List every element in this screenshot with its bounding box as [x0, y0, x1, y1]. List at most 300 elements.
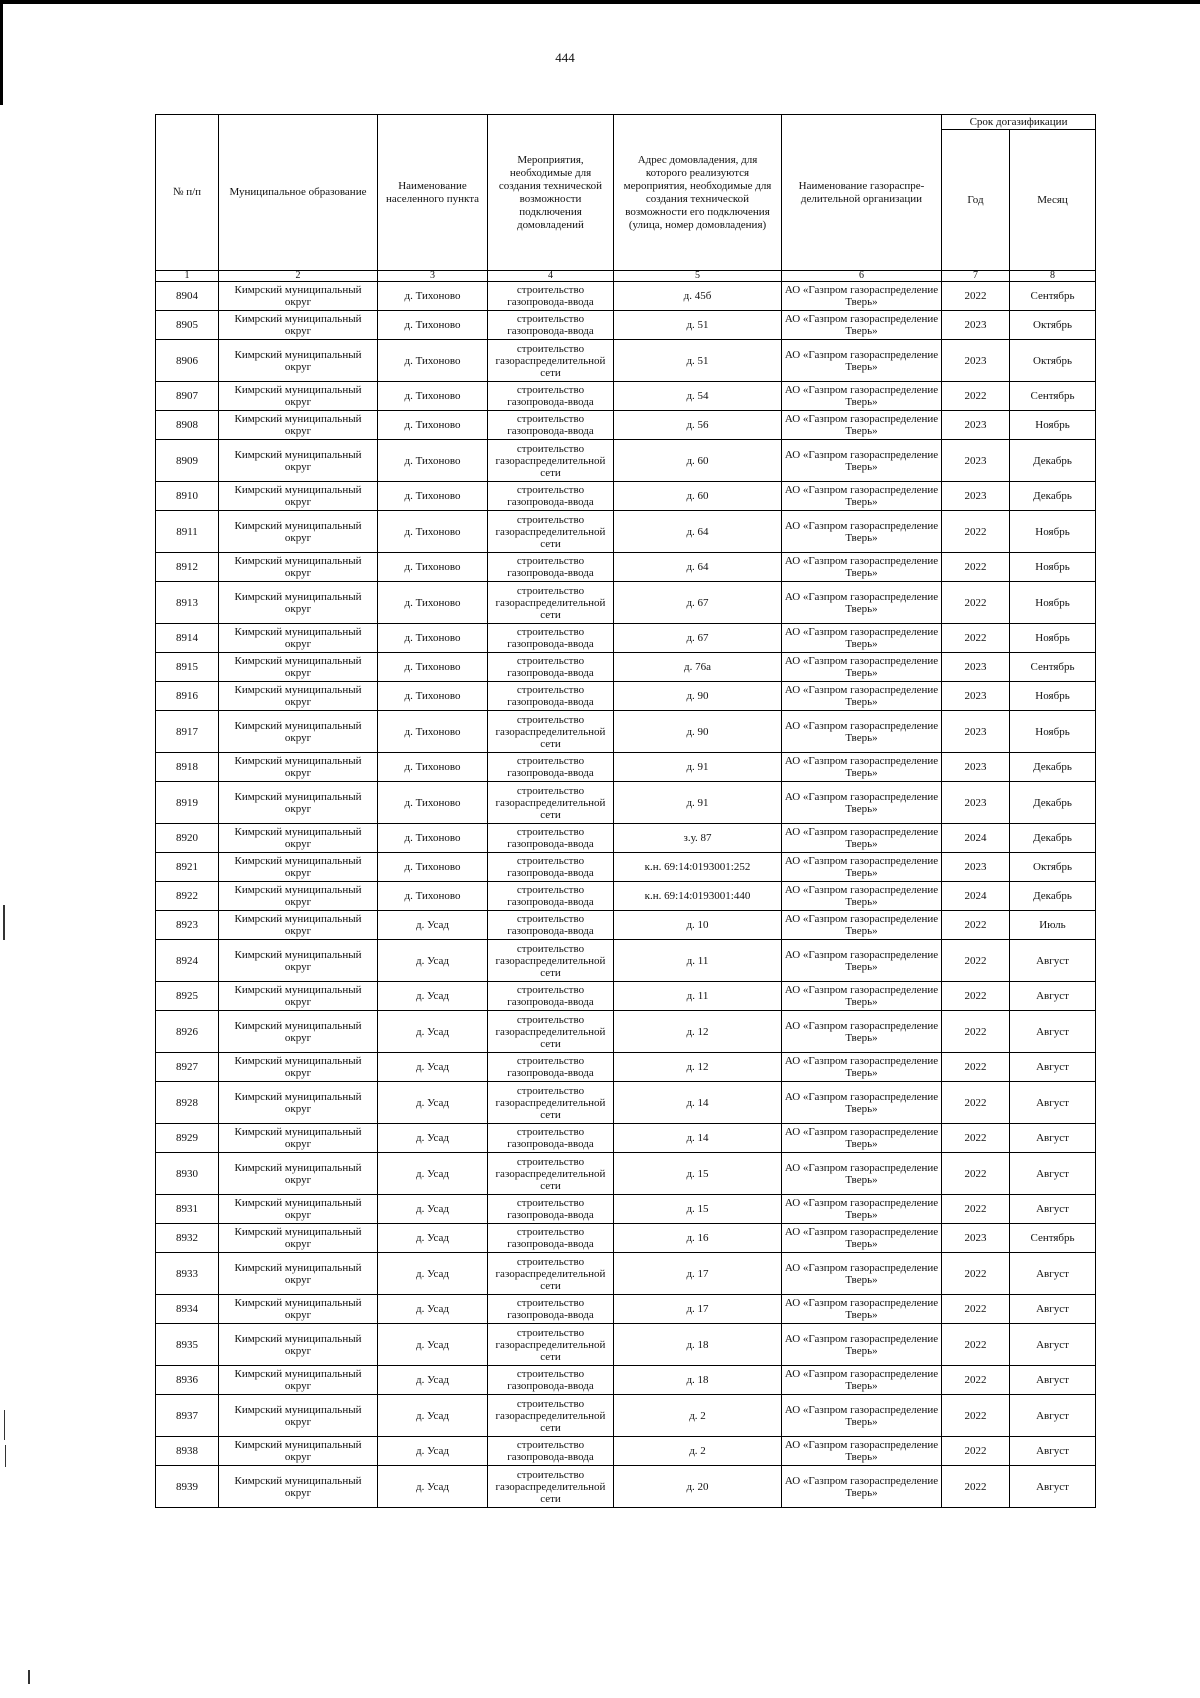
- column-number: 6: [782, 271, 942, 282]
- cell-settlement: д. Усад: [378, 982, 488, 1011]
- cell-gas-org: АО «Газпром газораспределение Тверь»: [782, 411, 942, 440]
- cell-num: 8910: [156, 482, 219, 511]
- cell-municipality: Кимрский муниципальный округ: [219, 1124, 378, 1153]
- cell-measures: строительство газопровода-ввода: [488, 282, 614, 311]
- cell-month: Август: [1010, 1253, 1096, 1295]
- cell-gas-org: АО «Газпром газораспределение Тверь»: [782, 440, 942, 482]
- cell-measures: строительство газопровода-ввода: [488, 1053, 614, 1082]
- cell-gas-org: АО «Газпром газораспределение Тверь»: [782, 1366, 942, 1395]
- cell-year: 2023: [942, 440, 1010, 482]
- cell-municipality: Кимрский муниципальный округ: [219, 882, 378, 911]
- cell-num: 8908: [156, 411, 219, 440]
- cell-address: д. 14: [614, 1082, 782, 1124]
- header-deadline-group: Срок догазификации: [942, 115, 1096, 130]
- cell-month: Октябрь: [1010, 311, 1096, 340]
- cell-municipality: Кимрский муниципальный округ: [219, 1395, 378, 1437]
- cell-gas-org: АО «Газпром газораспределение Тверь»: [782, 1011, 942, 1053]
- table-row: [156, 1195, 1096, 1224]
- table-row: [156, 782, 1096, 824]
- cell-month: Сентябрь: [1010, 1224, 1096, 1253]
- cell-address: д. 2: [614, 1437, 782, 1466]
- cell-year: 2023: [942, 311, 1010, 340]
- table-row: [156, 282, 1096, 311]
- cell-month: Октябрь: [1010, 853, 1096, 882]
- table-row: [156, 1366, 1096, 1395]
- cell-month: Июль: [1010, 911, 1096, 940]
- cell-gas-org: АО «Газпром газораспределение Тверь»: [782, 682, 942, 711]
- cell-settlement: д. Тихоново: [378, 511, 488, 553]
- cell-settlement: д. Тихоново: [378, 882, 488, 911]
- cell-municipality: Кимрский муниципальный округ: [219, 1324, 378, 1366]
- cell-num: 8909: [156, 440, 219, 482]
- cell-year: 2022: [942, 1153, 1010, 1195]
- page-number: 444: [555, 50, 575, 65]
- cell-num: 8921: [156, 853, 219, 882]
- header-year: Год: [942, 130, 1010, 271]
- cell-measures: строительство газораспределительной сети: [488, 340, 614, 382]
- cell-municipality: Кимрский муниципальный округ: [219, 824, 378, 853]
- table-row: [156, 624, 1096, 653]
- cell-month: Август: [1010, 1437, 1096, 1466]
- cell-address: д. 51: [614, 340, 782, 382]
- cell-year: 2022: [942, 1366, 1010, 1395]
- cell-address: д. 67: [614, 624, 782, 653]
- table-row: [156, 482, 1096, 511]
- cell-gas-org: АО «Газпром газораспределение Тверь»: [782, 311, 942, 340]
- table-row: [156, 1082, 1096, 1124]
- cell-year: 2023: [942, 653, 1010, 682]
- cell-municipality: Кимрский муниципальный округ: [219, 440, 378, 482]
- table-row: [156, 1124, 1096, 1153]
- table-row: [156, 1053, 1096, 1082]
- cell-year: 2023: [942, 711, 1010, 753]
- column-number: 5: [614, 271, 782, 282]
- cell-month: Август: [1010, 1366, 1096, 1395]
- table-row: [156, 911, 1096, 940]
- column-number: 3: [378, 271, 488, 282]
- cell-address: д. 17: [614, 1295, 782, 1324]
- cell-address: д. 11: [614, 982, 782, 1011]
- cell-year: 2023: [942, 411, 1010, 440]
- cell-gas-org: АО «Газпром газораспределение Тверь»: [782, 1124, 942, 1153]
- cell-address: д. 90: [614, 711, 782, 753]
- cell-municipality: Кимрский муниципальный округ: [219, 1195, 378, 1224]
- cell-address: д. 76а: [614, 653, 782, 682]
- table-row: [156, 553, 1096, 582]
- cell-month: Август: [1010, 1195, 1096, 1224]
- cell-year: 2023: [942, 482, 1010, 511]
- cell-measures: строительство газопровода-ввода: [488, 1124, 614, 1153]
- table-row: [156, 1224, 1096, 1253]
- table-row: [156, 582, 1096, 624]
- cell-measures: строительство газопровода-ввода: [488, 753, 614, 782]
- cell-year: 2022: [942, 1053, 1010, 1082]
- header-gas-org: Наименование газораспре-делительной организации: [782, 115, 942, 271]
- cell-num: 8931: [156, 1195, 219, 1224]
- cell-measures: строительство газораспределительной сети: [488, 1011, 614, 1053]
- cell-measures: строительство газопровода-ввода: [488, 382, 614, 411]
- cell-municipality: Кимрский муниципальный округ: [219, 1295, 378, 1324]
- cell-year: 2022: [942, 1011, 1010, 1053]
- cell-address: д. 64: [614, 553, 782, 582]
- cell-municipality: Кимрский муниципальный округ: [219, 511, 378, 553]
- cell-month: Сентябрь: [1010, 653, 1096, 682]
- cell-address: к.н. 69:14:0193001:252: [614, 853, 782, 882]
- cell-month: Декабрь: [1010, 482, 1096, 511]
- cell-address: к.н. 69:14:0193001:440: [614, 882, 782, 911]
- cell-municipality: Кимрский муниципальный округ: [219, 553, 378, 582]
- cell-gas-org: АО «Газпром газораспределение Тверь»: [782, 582, 942, 624]
- table-row: [156, 753, 1096, 782]
- table-row: [156, 853, 1096, 882]
- cell-gas-org: АО «Газпром газораспределение Тверь»: [782, 511, 942, 553]
- cell-year: 2022: [942, 1253, 1010, 1295]
- cell-num: 8934: [156, 1295, 219, 1324]
- cell-municipality: Кимрский муниципальный округ: [219, 753, 378, 782]
- cell-measures: строительство газораспределительной сети: [488, 1466, 614, 1508]
- cell-num: 8928: [156, 1082, 219, 1124]
- cell-settlement: д. Тихоново: [378, 482, 488, 511]
- cell-measures: строительство газопровода-ввода: [488, 982, 614, 1011]
- cell-num: 8915: [156, 653, 219, 682]
- cell-measures: строительство газопровода-ввода: [488, 824, 614, 853]
- cell-year: 2022: [942, 282, 1010, 311]
- cell-measures: строительство газопровода-ввода: [488, 1224, 614, 1253]
- cell-settlement: д. Усад: [378, 1124, 488, 1153]
- cell-gas-org: АО «Газпром газораспределение Тверь»: [782, 382, 942, 411]
- cell-measures: строительство газопровода-ввода: [488, 1195, 614, 1224]
- cell-address: д. 91: [614, 782, 782, 824]
- table-row: [156, 1295, 1096, 1324]
- column-number: 1: [156, 271, 219, 282]
- cell-settlement: д. Усад: [378, 1224, 488, 1253]
- cell-measures: строительство газораспределительной сети: [488, 511, 614, 553]
- cell-num: 8916: [156, 682, 219, 711]
- cell-year: 2022: [942, 624, 1010, 653]
- cell-year: 2022: [942, 1124, 1010, 1153]
- cell-num: 8937: [156, 1395, 219, 1437]
- cell-gas-org: АО «Газпром газораспределение Тверь»: [782, 711, 942, 753]
- cell-municipality: Кимрский муниципальный округ: [219, 982, 378, 1011]
- table-row: [156, 682, 1096, 711]
- cell-num: 8936: [156, 1366, 219, 1395]
- cell-month: Ноябрь: [1010, 682, 1096, 711]
- cell-settlement: д. Тихоново: [378, 382, 488, 411]
- cell-measures: строительство газопровода-ввода: [488, 653, 614, 682]
- cell-num: 8913: [156, 582, 219, 624]
- cell-address: д. 60: [614, 482, 782, 511]
- cell-measures: строительство газораспределительной сети: [488, 782, 614, 824]
- header-municipality: Муниципальное образование: [219, 115, 378, 271]
- table-row: [156, 1395, 1096, 1437]
- cell-num: 8907: [156, 382, 219, 411]
- cell-gas-org: АО «Газпром газораспределение Тверь»: [782, 624, 942, 653]
- cell-num: 8927: [156, 1053, 219, 1082]
- cell-settlement: д. Усад: [378, 1153, 488, 1195]
- cell-settlement: д. Усад: [378, 1082, 488, 1124]
- cell-address: д. 18: [614, 1324, 782, 1366]
- cell-municipality: Кимрский муниципальный округ: [219, 411, 378, 440]
- cell-municipality: Кимрский муниципальный округ: [219, 911, 378, 940]
- cell-address: д. 91: [614, 753, 782, 782]
- cell-settlement: д. Усад: [378, 940, 488, 982]
- cell-year: 2022: [942, 1324, 1010, 1366]
- table-body: [156, 282, 1096, 1508]
- header-month: Месяц: [1010, 130, 1096, 271]
- cell-municipality: Кимрский муниципальный округ: [219, 1082, 378, 1124]
- scan-mark: [3, 905, 5, 940]
- column-number: 2: [219, 271, 378, 282]
- table-row: [156, 340, 1096, 382]
- header-num: № п/п: [156, 115, 219, 271]
- cell-gas-org: АО «Газпром газораспределение Тверь»: [782, 282, 942, 311]
- cell-measures: строительство газопровода-ввода: [488, 911, 614, 940]
- table-row: [156, 1437, 1096, 1466]
- table-row: [156, 882, 1096, 911]
- table-row: [156, 982, 1096, 1011]
- cell-settlement: д. Тихоново: [378, 824, 488, 853]
- cell-settlement: д. Тихоново: [378, 711, 488, 753]
- cell-num: 8912: [156, 553, 219, 582]
- cell-settlement: д. Тихоново: [378, 753, 488, 782]
- cell-year: 2022: [942, 940, 1010, 982]
- gasification-table: [155, 114, 1096, 1508]
- cell-year: 2022: [942, 382, 1010, 411]
- cell-settlement: д. Усад: [378, 1295, 488, 1324]
- cell-gas-org: АО «Газпром газораспределение Тверь»: [782, 1082, 942, 1124]
- column-number: 4: [488, 271, 614, 282]
- cell-address: з.у. 87: [614, 824, 782, 853]
- cell-month: Ноябрь: [1010, 582, 1096, 624]
- cell-gas-org: АО «Газпром газораспределение Тверь»: [782, 853, 942, 882]
- cell-year: 2022: [942, 1195, 1010, 1224]
- cell-settlement: д. Тихоново: [378, 653, 488, 682]
- cell-measures: строительство газораспределительной сети: [488, 1324, 614, 1366]
- cell-measures: строительство газораспределительной сети: [488, 582, 614, 624]
- cell-municipality: Кимрский муниципальный округ: [219, 782, 378, 824]
- cell-measures: строительство газопровода-ввода: [488, 553, 614, 582]
- cell-settlement: д. Усад: [378, 1324, 488, 1366]
- cell-num: 8904: [156, 282, 219, 311]
- table-row: [156, 1466, 1096, 1508]
- cell-settlement: д. Усад: [378, 1466, 488, 1508]
- cell-municipality: Кимрский муниципальный округ: [219, 1253, 378, 1295]
- cell-month: Август: [1010, 982, 1096, 1011]
- cell-settlement: д. Усад: [378, 1253, 488, 1295]
- cell-address: д. 56: [614, 411, 782, 440]
- cell-year: 2022: [942, 1466, 1010, 1508]
- cell-settlement: д. Усад: [378, 911, 488, 940]
- table-row: [156, 440, 1096, 482]
- cell-month: Август: [1010, 1011, 1096, 1053]
- cell-municipality: Кимрский муниципальный округ: [219, 1366, 378, 1395]
- table-row: [156, 311, 1096, 340]
- cell-address: д. 15: [614, 1153, 782, 1195]
- cell-municipality: Кимрский муниципальный округ: [219, 624, 378, 653]
- cell-gas-org: АО «Газпром газораспределение Тверь»: [782, 1195, 942, 1224]
- cell-month: Ноябрь: [1010, 511, 1096, 553]
- cell-gas-org: АО «Газпром газораспределение Тверь»: [782, 1466, 942, 1508]
- cell-settlement: д. Усад: [378, 1437, 488, 1466]
- table-row: [156, 1011, 1096, 1053]
- cell-gas-org: АО «Газпром газораспределение Тверь»: [782, 940, 942, 982]
- cell-num: 8922: [156, 882, 219, 911]
- cell-gas-org: АО «Газпром газораспределение Тверь»: [782, 653, 942, 682]
- cell-month: Август: [1010, 1153, 1096, 1195]
- cell-settlement: д. Тихоново: [378, 782, 488, 824]
- cell-gas-org: АО «Газпром газораспределение Тверь»: [782, 1053, 942, 1082]
- cell-month: Август: [1010, 1082, 1096, 1124]
- cell-municipality: Кимрский муниципальный округ: [219, 340, 378, 382]
- cell-gas-org: АО «Газпром газораспределение Тверь»: [782, 1295, 942, 1324]
- table-row: [156, 382, 1096, 411]
- cell-year: 2022: [942, 1437, 1010, 1466]
- cell-month: Ноябрь: [1010, 411, 1096, 440]
- cell-municipality: Кимрский муниципальный округ: [219, 1053, 378, 1082]
- cell-gas-org: АО «Газпром газораспределение Тверь»: [782, 1253, 942, 1295]
- cell-address: д. 90: [614, 682, 782, 711]
- cell-municipality: Кимрский муниципальный округ: [219, 1011, 378, 1053]
- cell-gas-org: АО «Газпром газораспределение Тверь»: [782, 782, 942, 824]
- cell-address: д. 67: [614, 582, 782, 624]
- cell-year: 2024: [942, 824, 1010, 853]
- cell-gas-org: АО «Газпром газораспределение Тверь»: [782, 824, 942, 853]
- cell-year: 2022: [942, 911, 1010, 940]
- cell-settlement: д. Тихоново: [378, 411, 488, 440]
- cell-measures: строительство газораспределительной сети: [488, 711, 614, 753]
- cell-municipality: Кимрский муниципальный округ: [219, 382, 378, 411]
- cell-num: 8935: [156, 1324, 219, 1366]
- cell-gas-org: АО «Газпром газораспределение Тверь»: [782, 1153, 942, 1195]
- cell-gas-org: АО «Газпром газораспределение Тверь»: [782, 882, 942, 911]
- cell-measures: строительство газопровода-ввода: [488, 311, 614, 340]
- header-settlement: Наименование населенного пункта: [378, 115, 488, 271]
- cell-year: 2023: [942, 753, 1010, 782]
- cell-measures: строительство газопровода-ввода: [488, 1295, 614, 1324]
- cell-gas-org: АО «Газпром газораспределение Тверь»: [782, 340, 942, 382]
- header-address: Адрес домовладения, для которого реализуются мероприятия, необходимые для создания технической возможности его подключения (улица, номер домовладения): [614, 115, 782, 271]
- header-measures: Мероприятия, необходимые для создания технической возможности подключения домовладений: [488, 115, 614, 271]
- cell-settlement: д. Тихоново: [378, 311, 488, 340]
- cell-municipality: Кимрский муниципальный округ: [219, 1466, 378, 1508]
- table-row: [156, 411, 1096, 440]
- cell-address: д. 20: [614, 1466, 782, 1508]
- column-number-row: [156, 271, 1096, 282]
- cell-settlement: д. Тихоново: [378, 440, 488, 482]
- cell-municipality: Кимрский муниципальный округ: [219, 682, 378, 711]
- cell-num: 8917: [156, 711, 219, 753]
- cell-settlement: д. Тихоново: [378, 624, 488, 653]
- cell-num: 8939: [156, 1466, 219, 1508]
- cell-measures: строительство газопровода-ввода: [488, 411, 614, 440]
- cell-num: 8911: [156, 511, 219, 553]
- cell-num: 8920: [156, 824, 219, 853]
- cell-num: 8914: [156, 624, 219, 653]
- cell-month: Август: [1010, 1324, 1096, 1366]
- cell-gas-org: АО «Газпром газораспределение Тверь»: [782, 753, 942, 782]
- cell-num: 8926: [156, 1011, 219, 1053]
- cell-municipality: Кимрский муниципальный округ: [219, 711, 378, 753]
- cell-month: Август: [1010, 1466, 1096, 1508]
- cell-measures: строительство газопровода-ввода: [488, 1437, 614, 1466]
- cell-month: Август: [1010, 1295, 1096, 1324]
- cell-month: Октябрь: [1010, 340, 1096, 382]
- cell-gas-org: АО «Газпром газораспределение Тверь»: [782, 1395, 942, 1437]
- cell-address: д. 54: [614, 382, 782, 411]
- cell-year: 2023: [942, 682, 1010, 711]
- cell-year: 2023: [942, 340, 1010, 382]
- cell-municipality: Кимрский муниципальный округ: [219, 1437, 378, 1466]
- cell-num: 8933: [156, 1253, 219, 1295]
- cell-address: д. 51: [614, 311, 782, 340]
- cell-address: д. 14: [614, 1124, 782, 1153]
- scan-edge-top: [0, 0, 1200, 4]
- cell-settlement: д. Усад: [378, 1366, 488, 1395]
- cell-month: Декабрь: [1010, 824, 1096, 853]
- cell-gas-org: АО «Газпром газораспределение Тверь»: [782, 911, 942, 940]
- cell-settlement: д. Тихоново: [378, 340, 488, 382]
- cell-address: д. 11: [614, 940, 782, 982]
- cell-num: 8905: [156, 311, 219, 340]
- table-row: [156, 511, 1096, 553]
- scan-mark: [28, 1670, 30, 1684]
- cell-municipality: Кимрский муниципальный округ: [219, 311, 378, 340]
- cell-measures: строительство газопровода-ввода: [488, 1366, 614, 1395]
- column-number: 8: [1010, 271, 1096, 282]
- cell-measures: строительство газопровода-ввода: [488, 482, 614, 511]
- cell-address: д. 17: [614, 1253, 782, 1295]
- cell-measures: строительство газораспределительной сети: [488, 1082, 614, 1124]
- cell-settlement: д. Усад: [378, 1011, 488, 1053]
- cell-year: 2022: [942, 982, 1010, 1011]
- cell-address: д. 12: [614, 1053, 782, 1082]
- cell-address: д. 2: [614, 1395, 782, 1437]
- cell-num: 8906: [156, 340, 219, 382]
- scan-mark: [5, 1445, 6, 1467]
- cell-year: 2023: [942, 1224, 1010, 1253]
- table-row: [156, 711, 1096, 753]
- table-row: [156, 653, 1096, 682]
- cell-gas-org: АО «Газпром газораспределение Тверь»: [782, 553, 942, 582]
- cell-year: 2022: [942, 1082, 1010, 1124]
- cell-year: 2024: [942, 882, 1010, 911]
- cell-year: 2022: [942, 1395, 1010, 1437]
- cell-municipality: Кимрский муниципальный округ: [219, 482, 378, 511]
- cell-settlement: д. Тихоново: [378, 553, 488, 582]
- table-row: [156, 940, 1096, 982]
- cell-num: 8938: [156, 1437, 219, 1466]
- table-row: [156, 1253, 1096, 1295]
- cell-measures: строительство газопровода-ввода: [488, 624, 614, 653]
- cell-settlement: д. Тихоново: [378, 282, 488, 311]
- cell-address: д. 12: [614, 1011, 782, 1053]
- cell-year: 2022: [942, 1295, 1010, 1324]
- cell-num: 8929: [156, 1124, 219, 1153]
- cell-year: 2023: [942, 853, 1010, 882]
- cell-address: д. 16: [614, 1224, 782, 1253]
- column-number: 7: [942, 271, 1010, 282]
- cell-settlement: д. Тихоново: [378, 853, 488, 882]
- cell-settlement: д. Усад: [378, 1053, 488, 1082]
- cell-municipality: Кимрский муниципальный округ: [219, 282, 378, 311]
- cell-month: Ноябрь: [1010, 711, 1096, 753]
- cell-address: д. 64: [614, 511, 782, 553]
- cell-month: Август: [1010, 1124, 1096, 1153]
- cell-month: Август: [1010, 940, 1096, 982]
- cell-settlement: д. Усад: [378, 1395, 488, 1437]
- cell-year: 2023: [942, 782, 1010, 824]
- cell-address: д. 15: [614, 1195, 782, 1224]
